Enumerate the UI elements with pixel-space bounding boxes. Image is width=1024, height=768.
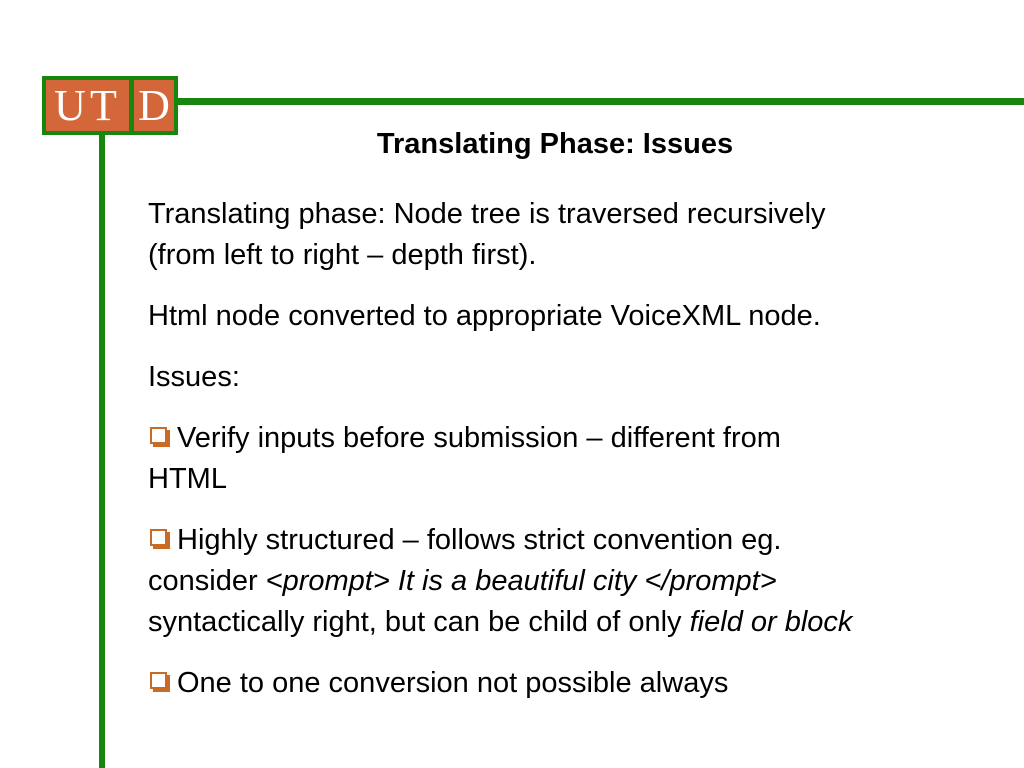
logo-d-box: D bbox=[134, 80, 174, 131]
bullet-2-field-or-block: field or block bbox=[689, 606, 853, 638]
hollow-square-bullet-icon bbox=[150, 427, 167, 444]
vertical-rule bbox=[99, 122, 105, 768]
bullet-2-line-3-prefix: syntactically right, but can be child of only bbox=[148, 606, 690, 638]
bullet-item-2 bbox=[148, 520, 1008, 643]
horizontal-rule bbox=[172, 98, 1024, 105]
bullet-item-1 bbox=[148, 418, 1008, 500]
bullet-2-line-1: Highly structured – follows strict convention eg. bbox=[177, 524, 782, 556]
slide-body bbox=[148, 194, 1008, 724]
conversion-text: Html node converted to appropriate VoiceXML node. bbox=[148, 300, 821, 332]
issues-heading bbox=[148, 357, 1008, 398]
issues-label: Issues: bbox=[148, 361, 240, 393]
logo-ut-box: UT bbox=[46, 80, 129, 131]
slide-title: Translating Phase: Issues bbox=[376, 128, 734, 160]
hollow-square-bullet-icon bbox=[150, 672, 167, 689]
bullet-1-line-2: HTML bbox=[148, 463, 227, 495]
hollow-square-bullet-icon bbox=[150, 529, 167, 546]
bullet-2-line-2-prefix: consider bbox=[148, 565, 266, 597]
conversion-paragraph bbox=[148, 296, 1008, 337]
bullet-item-3 bbox=[148, 663, 1008, 704]
bullet-2-prompt-example: <prompt> It is a beautiful city </prompt> bbox=[265, 565, 777, 597]
bullet-3-line-1: One to one conversion not possible always bbox=[177, 667, 729, 699]
utd-logo bbox=[42, 76, 178, 135]
intro-line-1: Translating phase: Node tree is traversed recursively bbox=[148, 198, 826, 230]
bullet-1-line-1: Verify inputs before submission – different from bbox=[177, 422, 781, 454]
intro-line-2: (from left to right – depth first). bbox=[148, 239, 537, 271]
intro-paragraph bbox=[148, 194, 1008, 276]
